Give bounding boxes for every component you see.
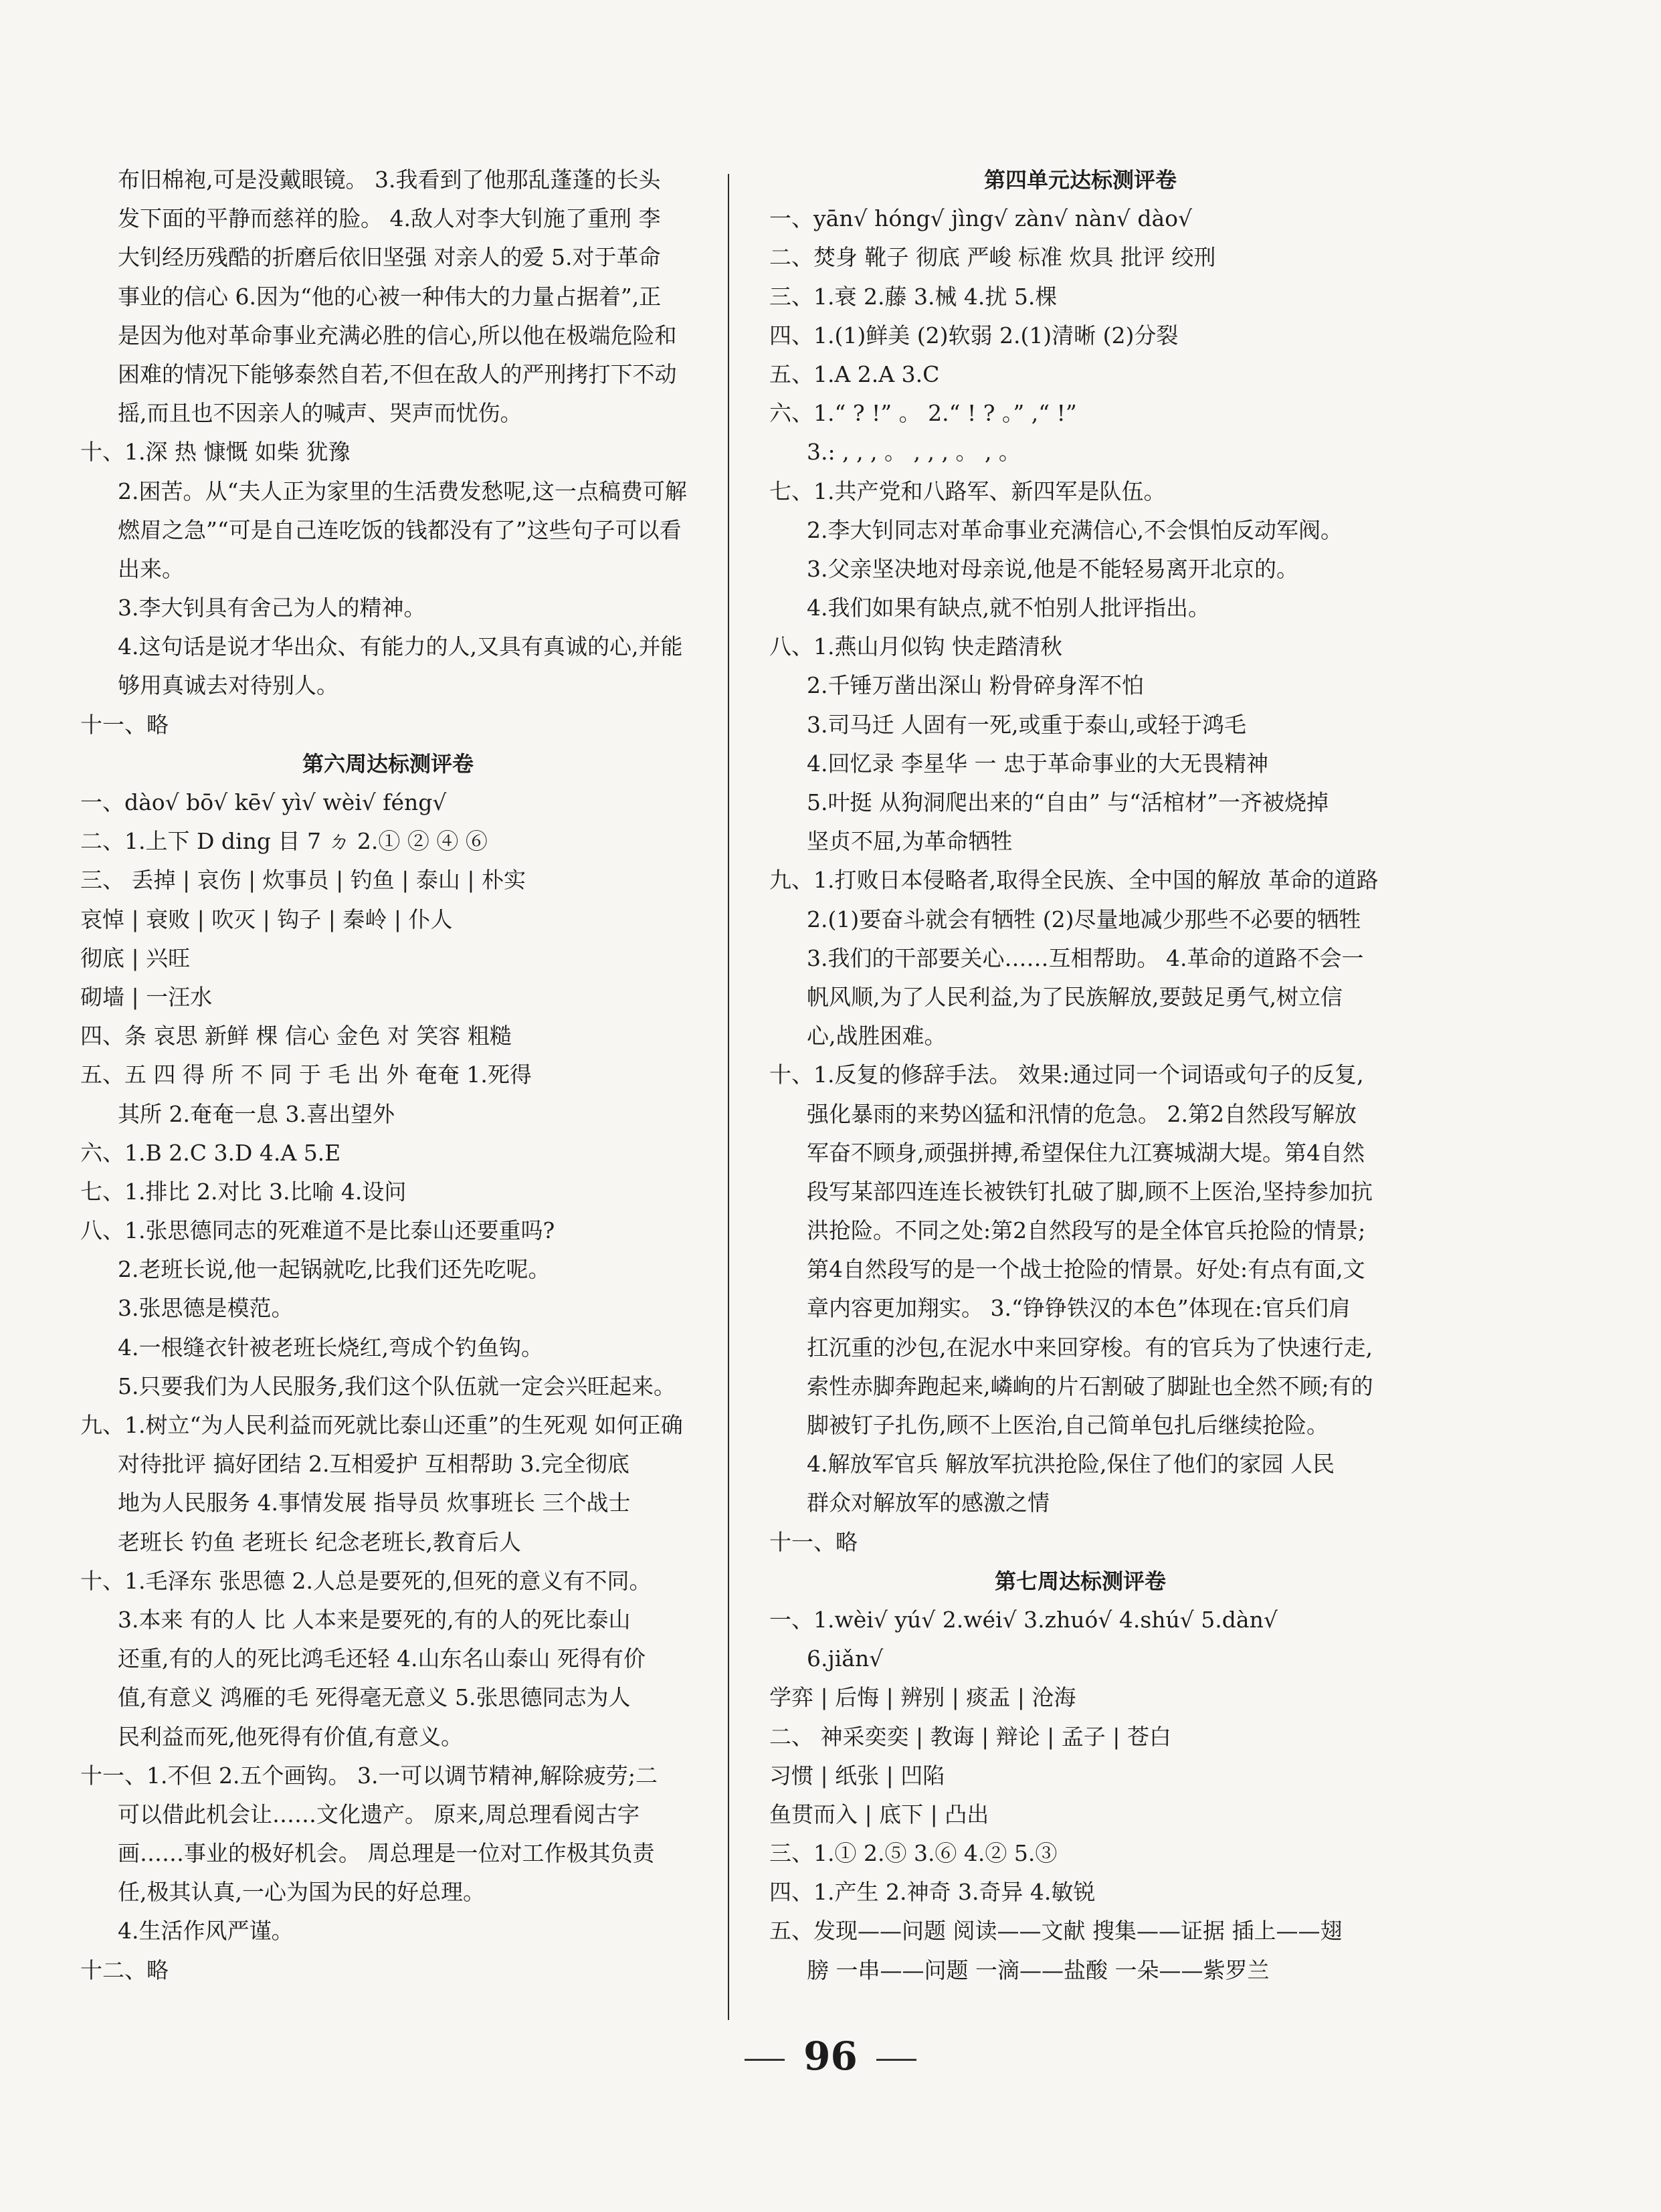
answer-line: 够用真诚去对待别人。	[118, 672, 338, 699]
answer-line: 九、1.打败日本侵略者,取得全民族、全中国的解放 革命的道路	[769, 867, 1379, 894]
answer-line: 七、1.排比 2.对比 3.比喻 4.设问	[80, 1178, 407, 1205]
answer-line: 出来。	[118, 555, 184, 582]
right-column	[769, 161, 1391, 1990]
answer-line: 洪抢险。不同之处:第2自然段写的是全体官兵抢险的情景;	[807, 1217, 1366, 1244]
answer-line: 学弈 | 后悔 | 辨别 | 痰盂 | 沧海	[769, 1684, 1076, 1711]
answer-line: 3.父亲坚决地对母亲说,他是不能轻易离开北京的。	[807, 555, 1298, 582]
answer-line: 2.千锤万凿出深山 粉骨碎身浑不怕	[807, 672, 1144, 699]
answer-line: 第4自然段写的是一个战士抢险的情景。好处:有点有面,文	[807, 1256, 1365, 1283]
page-number-dash-left	[745, 2059, 785, 2061]
answer-line: 地为人民服务 4.事情发展 指导员 炊事班长 三个战士	[118, 1490, 631, 1516]
answer-line: 十二、略	[80, 1956, 169, 1983]
answer-line: 九、1.树立“为人民利益而死就比泰山还重”的生死观 如何正确	[80, 1412, 683, 1438]
answer-line: 2.(1)要奋斗就会有牺牲 (2)尽量地减少那些不必要的牺牲	[807, 906, 1361, 932]
answer-line: 3.我们的干部要关心……互相帮助。 4.革命的道路不会一	[807, 944, 1364, 971]
section-heading: 第七周达标测评卷	[994, 1568, 1166, 1594]
answer-line: 军奋不顾身,顽强拼搏,希望保住九江赛城湖大堤。第4自然	[807, 1139, 1365, 1166]
answer-line: 五、五 四 得 所 不 同 于 毛 出 外 奄奄 1.死得	[80, 1062, 532, 1088]
answer-line: 三、1.① 2.⑤ 3.⑥ 4.② 5.③	[769, 1840, 1058, 1867]
answer-line: 事业的信心 6.因为“他的心被一种伟大的力量占据着”,正	[118, 283, 662, 310]
answer-line: 脚被钉子扎伤,顾不上医治,自己简单包扎后继续抢险。	[807, 1412, 1329, 1438]
answer-line: 2.困苦。从“夫人正为家里的生活费发愁呢,这一点稿费可解	[118, 478, 687, 504]
answer-line: 4.生活作风严谨。	[118, 1918, 294, 1944]
answer-line: 对待批评 搞好团结 2.互相爱护 互相帮助 3.完全彻底	[118, 1451, 629, 1478]
answer-line: 3.司马迁 人固有一死,或重于泰山,或轻于鸿毛	[807, 711, 1246, 738]
answer-line: 2.李大钊同志对革命事业充满信心,不会惧怕反动军阀。	[807, 516, 1343, 543]
answer-line: 哀悼 | 衰败 | 吹灭 | 钩子 | 秦岭 | 仆人	[80, 906, 453, 932]
answer-line: 四、条 哀思 新鲜 棵 信心 金色 对 笑容 粗糙	[80, 1023, 512, 1049]
answer-line: 值,有意义 鸿雁的毛 死得毫无意义 5.张思德同志为人	[118, 1684, 631, 1711]
page-number-text: 96	[803, 2033, 858, 2079]
answer-line: 摇,而且也不因亲人的喊声、哭声而忧伤。	[118, 400, 522, 427]
answer-line: 坚贞不屈,为革命牺牲	[807, 828, 1013, 855]
answer-line: 十一、略	[80, 711, 169, 738]
answer-line: 强化暴雨的来势凶猛和汛情的危急。 2.第2自然段写解放	[807, 1100, 1357, 1127]
answer-line: 3.: , , , 。 , , , 。 , 。	[807, 439, 1021, 466]
page-number-dash-right	[876, 2059, 916, 2061]
answer-line: 章内容更加翔实。 3.“铮铮铁汉的本色”体现在:官兵们肩	[807, 1295, 1351, 1322]
answer-line: 3.张思德是模范。	[118, 1295, 294, 1322]
answer-line: 大钊经历残酷的折磨后依旧坚强 对亲人的爱 5.对于革命	[118, 244, 661, 271]
answer-line: 二、焚身 靴子 彻底 严峻 标准 炊具 批评 绞刑	[769, 244, 1216, 271]
answer-line: 帆风顺,为了人民利益,为了民族解放,要鼓足勇气,树立信	[807, 983, 1343, 1010]
answer-line: 四、1.(1)鲜美 (2)软弱 2.(1)清晰 (2)分裂	[769, 322, 1179, 348]
answer-line: 二、 神采奕奕 | 教诲 | 辩论 | 孟子 | 苍白	[769, 1723, 1171, 1750]
answer-line: 群众对解放军的感激之情	[807, 1490, 1050, 1516]
answer-line: 心,战胜困难。	[807, 1023, 947, 1049]
answer-line: 6.jiǎn√	[807, 1645, 884, 1672]
answer-line: 5.只要我们为人民服务,我们这个队伍就一定会兴旺起来。	[118, 1373, 676, 1399]
answer-line: 砌墙 | 一汪水	[80, 983, 213, 1010]
section-heading: 第四单元达标测评卷	[983, 167, 1177, 193]
answer-line: 六、1.B 2.C 3.D 4.A 5.E	[80, 1139, 341, 1166]
answer-line: 膀 一串——问题 一滴——盐酸 一朵——紫罗兰	[807, 1956, 1270, 1983]
answer-line: 还重,有的人的死比鸿毛还轻 4.山东名山泰山 死得有价	[118, 1645, 646, 1672]
answer-line: 习惯 | 纸张 | 凹陷	[769, 1762, 945, 1789]
answer-line: 十一、1.不但 2.五个画钩。 3.一可以调节精神,解除疲劳;二	[80, 1762, 658, 1789]
left-column	[80, 161, 696, 1990]
answer-line: 一、dào√ bō√ kē√ yì√ wèi√ féng√	[80, 789, 447, 815]
answer-line: 一、yān√ hóng√ jìng√ zàn√ nàn√ dào√	[769, 205, 1193, 232]
answer-line: 老班长 钓鱼 老班长 纪念老班长,教育后人	[118, 1528, 521, 1555]
answer-line: 三、1.衰 2.藤 3.械 4.扰 5.棵	[769, 283, 1058, 310]
answer-line: 十一、略	[769, 1528, 858, 1555]
answer-line: 索性赤脚奔跑起来,嶙峋的片石割破了脚趾也全然不顾;有的	[807, 1373, 1373, 1399]
answer-line: 燃眉之急”“可是自己连吃饭的钱都没有了”这些句子可以看	[118, 516, 682, 543]
answer-line: 六、1.“ ? !” 。 2.“ ! ? 。” ,“ !”	[769, 400, 1077, 427]
answer-line: 5.叶挺 从狗洞爬出来的“自由” 与“活棺材”一齐被烧掉	[807, 789, 1329, 815]
answer-line: 3.本来 有的人 比 人本来是要死的,有的人的死比泰山	[118, 1606, 631, 1633]
page-number	[0, 2033, 1661, 2079]
answer-line: 五、1.A 2.A 3.C	[769, 361, 940, 387]
answer-line: 十、1.反复的修辞手法。 效果:通过同一个词语或句子的反复,	[769, 1062, 1364, 1088]
answer-line: 发下面的平静而慈祥的脸。 4.敌人对李大钊施了重刑 李	[118, 205, 661, 232]
answer-line: 4.回忆录 李星华 一 忠于革命事业的大无畏精神	[807, 750, 1268, 777]
answer-line: 鱼贯而入 | 底下 | 凸出	[769, 1801, 989, 1827]
answer-line: 4.一根缝衣针被老班长烧红,弯成个钓鱼钩。	[118, 1334, 543, 1361]
answer-line: 七、1.共产党和八路军、新四军是队伍。	[769, 478, 1166, 504]
answer-line: 八、1.燕山月似钩 快走踏清秋	[769, 633, 1062, 660]
answer-line: 十、1.深 热 慷慨 如柴 犹豫	[80, 439, 351, 466]
answer-line: 4.我们如果有缺点,就不怕别人批评指出。	[807, 595, 1210, 621]
answer-line: 可以借此机会让……文化遗产。 原来,周总理看阅古字	[118, 1801, 640, 1827]
answer-line: 民利益而死,他死得有价值,有意义。	[118, 1723, 463, 1750]
answer-line: 五、发现——问题 阅读——文献 搜集——证据 插上——翅	[769, 1918, 1343, 1944]
answer-line: 2.老班长说,他一起锅就吃,比我们还先吃呢。	[118, 1256, 551, 1283]
answer-line: 画……事业的极好机会。 周总理是一位对工作极其负责	[118, 1840, 655, 1867]
answer-line: 4.这句话是说才华出众、有能力的人,又具有真诚的心,并能	[118, 633, 683, 660]
answer-line: 3.李大钊具有舍己为人的精神。	[118, 595, 426, 621]
answer-line: 彻底 | 兴旺	[80, 944, 191, 971]
section-heading: 第六周达标测评卷	[302, 750, 474, 777]
answer-line: 是因为他对革命事业充满必胜的信心,所以他在极端危险和	[118, 322, 677, 348]
answer-line: 八、1.张思德同志的死难道不是比泰山还要重吗?	[80, 1217, 555, 1244]
answer-line: 4.解放军官兵 解放军抗洪抢险,保住了他们的家园 人民	[807, 1451, 1335, 1478]
answer-line: 困难的情况下能够泰然自若,不但在敌人的严刑拷打下不动	[118, 361, 677, 387]
answer-line: 段写某部四连连长被铁钉扎破了脚,顾不上医治,坚持参加抗	[807, 1178, 1373, 1205]
answer-line: 任,极其认真,一心为国为民的好总理。	[118, 1879, 485, 1906]
answer-line: 三、 丢掉 | 哀伤 | 炊事员 | 钓鱼 | 泰山 | 朴实	[80, 867, 526, 894]
answer-line: 其所 2.奄奄一息 3.喜出望外	[118, 1100, 395, 1127]
answer-line: 扛沉重的沙包,在泥水中来回穿梭。有的官兵为了快速行走,	[807, 1334, 1373, 1361]
column-divider	[728, 174, 729, 2020]
answer-line: 二、1.上下 D ding 目 7 ㄉ 2.① ② ④ ⑥	[80, 828, 488, 855]
answer-line: 一、1.wèi√ yú√ 2.wéi√ 3.zhuó√ 4.shú√ 5.dàn√	[769, 1606, 1278, 1633]
answer-line: 四、1.产生 2.神奇 3.奇异 4.敏锐	[769, 1879, 1096, 1906]
answer-line: 十、1.毛泽东 张思德 2.人总是要死的,但死的意义有不同。	[80, 1567, 652, 1594]
answer-line: 布旧棉袍,可是没戴眼镜。 3.我看到了他那乱蓬蓬的长头	[118, 167, 661, 193]
